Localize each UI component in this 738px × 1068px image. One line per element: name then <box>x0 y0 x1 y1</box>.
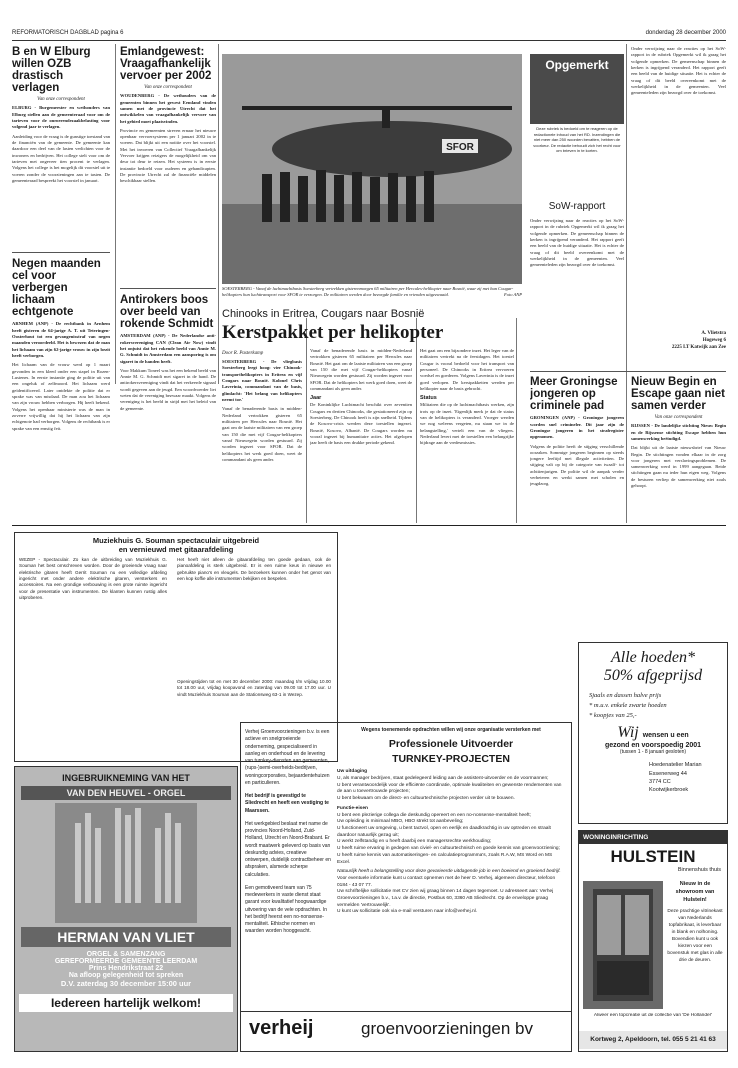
article-byline: Van onze correspondent <box>144 85 192 91</box>
article-byline: Van onze correspondent <box>37 97 85 103</box>
hoeden-address <box>649 761 727 794</box>
article-title: Negen maanden cel voor verbergen lichaam echtgenote <box>12 258 101 319</box>
photo-credit: Foto ANP <box>503 292 522 298</box>
opgemerkt-title: Opgemerkt <box>545 58 609 72</box>
article-vraagafhankelijk-vervoer <box>120 46 216 281</box>
organ-welcome: Iedereen hartelijk welkom! <box>19 994 233 1012</box>
article-lead: WOUDENBERG - De wethouders van de gemeenten binnen het gewest Eemland vinden samen met de provincie Utrecht dat het ontwikkelen van vraagafhankelijk vervoer van het gebied moet plaatsvinden. <box>120 93 216 124</box>
hulstein-collection: Alweer een topcreatie uit de collectie van 'De Hollander' <box>593 1013 713 1018</box>
vacancy-title-1: Professionele Uitvoerder <box>388 738 514 750</box>
helicopter-marking: SFOR <box>446 142 474 153</box>
hulstein-new: Nieuw in de showroom van Hulstein! <box>675 881 715 903</box>
hoeden-wish <box>579 724 727 742</box>
hoeden-town: Kootwijkerbroek <box>649 787 689 793</box>
divider <box>120 288 216 289</box>
hoeden-note: Sjaals en dassen halve prijs <box>589 692 662 699</box>
main-lead: SOESTERBERG - De vliegbasis Soesterberg leegt hoog: vier Chinook-transporthelikopters in Eritrea en vijf Cougars naar Bosnië. Kolonel Chris Laverinia, commandant van de basis, glimlacht: 'Het belang van helikopters neemt toe.' <box>222 359 302 402</box>
section-divider <box>12 525 726 526</box>
main-title: Kerstpakket per helikopter <box>222 323 444 343</box>
organ-sub2: GEREFORMEERDE GEMEENTE LEERDAM <box>54 958 198 965</box>
hoeden-closed: (tussen 1 - 8 januari gesloten) <box>619 749 687 756</box>
vacancy-section-2: Functie-eisen <box>337 805 368 811</box>
organ-pipes-illustration <box>55 803 197 923</box>
column-rule <box>306 318 307 523</box>
hoeden-street: Essenerweg 44 <box>649 770 687 777</box>
column-rule <box>416 318 417 523</box>
main-text-4: Militairen die op de luchtmachtbasis werken, zijn trots op de inzet. 'Eigenlijk merk je dat de status van de helikopters is veranderd. Vroeger werden we nog weleens vergeten, nu staan we in de belangstelling,' vertelt een van de vliegers. Nederland levert met de toestellen een belangrijke bijdrage aan de vredesmissies. <box>420 402 514 446</box>
letter-signature <box>631 330 726 360</box>
hoeden-title: Alle hoeden* <box>611 649 695 666</box>
muziek-text-2: Het heeft niet alleen de gitaarafdeling ten goede gedaan, ook de pianoafdeling is sterk uitgebreid. Er is een ruime keus in nieuwe en gebruikte piano's en vleugels. De bezoekers kunnen onder het genot van een kop koffie alle instrumenten bekijken en bespelen. <box>177 557 331 581</box>
column-rule <box>516 318 517 523</box>
vacancy-item: Uw opleiding is minimaal MBO, HBO strekt tot aanbeveling; <box>337 819 464 825</box>
vacancy-closing-2: Voor eventuele informatie kunt u contact opnemen met de heer D. Verhej, algemeen directeur, telefoon 0184 - 43 07 77. <box>337 875 556 888</box>
vacancy-item: U, als manager bedrijven, staat gedelegeerd leiding aan de assistent-uitvoerder en de voormannen; <box>337 776 549 782</box>
page-header <box>12 26 726 41</box>
organ-sub1: ORGEL & SAMENZANG <box>86 951 166 958</box>
article-title: B en W Elburg willen OZB drastisch verlagen <box>12 46 91 95</box>
hoeden-wish-1: wensen u een <box>642 732 689 740</box>
vacancy-title-2: TURNKEY-PROJECTEN <box>392 752 510 765</box>
hulstein-description: Deze prachtige vitrinekast van Nederlands topfabrikaat, is leverbaar in blank en nolhoning. Bovendien kunt u ook kiezen voor een bovenstuk met glas in alle drie de deuren. <box>667 908 723 963</box>
hoeden-zip: 3774 CC <box>649 778 671 785</box>
main-kicker: Chinooks in Eritrea, Cougars naar Bosnië <box>222 309 425 320</box>
article-body: Aanleiding voor de vraag is de gunstige toestand van de financiën van de gemeente. De gemeente kan daardoor een deel van de lasten verlichten voor de inwoners en bedrijven. Het college stelt voor om de tarieven met ongeveer tien procent te verlagen. Volgens het college is het mogelijk dit voorstel uit te voeren zonder de voorzieningen aan te tasten. De gemeenteraad bespreekt het voorstel in januari. <box>12 133 110 183</box>
organ-date: D.V. zaterdag 30 december 15:00 uur <box>60 979 192 988</box>
hoeden-note: * koopjes van 25,- <box>589 711 637 719</box>
main-col-3 <box>420 348 514 518</box>
vacancy-section-1: Uw uitdaging <box>337 769 368 775</box>
vacancy-closing-4: U kunt uw sollicitatie ook via e-mail versturen naar info@verhej.nl. <box>337 909 478 915</box>
vacancy-closing-1: Natuurlijk heeft u belangstelling voor deze gevarieerde uitdagende job in een boeiend en groeiend bedrijf. <box>337 869 561 875</box>
hoeden-discount: 50% afgeprijsd <box>603 667 703 684</box>
article-title: Nieuw Begin en Escape gaan niet samen verder <box>631 376 725 413</box>
hoeden-shop: Hoedenatelier Marian <box>649 762 702 769</box>
signature-address: Hogeweg 6 <box>702 338 726 343</box>
article-lead: ELBURG - Burgemeester en wethouders van Elburg stellen aan de gemeenteraad voor om de tarieven voor de onroerendezaakbelasting voor volgend jaar te verlagen. <box>12 105 110 130</box>
column-rule <box>626 44 627 384</box>
verhej-region: Het werkgebied beslaat met name de provincies Noord-Holland, Zuid-Holland, Utrecht en Noord-Brabant. Er wordt maatwerk geleverd op basis van deskundig advies, creatieve ontwerpen, duidelijk contractbeheer en afspraken, alsmede scherpe calculaties. <box>245 820 331 878</box>
main-byline: Door R. Pasterkamp <box>222 351 264 356</box>
article-lead: AMSTERDAM (ANP) - De Nederlandse anti-rokersvereniging CAN (Clean Air Now) vindt het onjuist dat het rokende beeld van Annie M. G. Schmidt in Amsterdam een aansporing is om sigaret in de handen heeft. <box>120 333 216 364</box>
article-ozb-elburg <box>12 46 110 251</box>
sow-letter-continued: Onder verwijzing naar de reacties op het SoW-rapport in de rubriek Opgemerkt wil ik graag het volgende opmerken. De gemeenschap binnen de kerken is ingrijpend veranderd. Het rapport geeft een beeld van de huidige situatie. Het is echter de vraag of dit beeld overeenkomt met de werkelijkheid in de gemeenten. Veel gemeenteleden zijn bezorgd over de toekomst. <box>631 46 726 96</box>
opgemerkt-box <box>530 54 624 124</box>
divider <box>530 371 726 372</box>
column-rule <box>626 376 627 523</box>
article-body: Dat blijkt uit de laatste nieuwsbrief van Nieuw Begin. De stichtingen vonden elkaar in de zorg voor jongeren met verslavingsproblemen. De samenwerking werd in 1999 aangegaan. Beide stichtingen gaan nu ieder hun eigen weg. Volgens de besturen verliep de samenwerking niet zoals gehoopt. <box>631 445 726 489</box>
organ-title: VAN DEN HEUVEL - ORGEL <box>21 786 231 800</box>
caption-text: SOESTERBERG - Vanaf de luchtmachtbasis Soesterberg vertrekken gisterenmorgen 65 militairen per Hercules-helikopter naar Bosnië, waar zij met hun Cougar-helikopters hun luchttransport voor SFOR te verzorgen. De militairen werden door bezorgde familie en vrienden uitgezwaaid. <box>222 286 514 298</box>
main-subhead-2: Status <box>420 395 437 402</box>
article-body: Het lichaam van de vrouw werd op 1 maart gevonden in een kleed onder een stapel in Rozen-Lustenes. In eerste instantie ging de politie uit van een ongeluk of zelfmoord. Het lichaam werd geïdentificeerd. Later ontdekte de politie dat er sprake was van misdaad. De man zou het lichaam van zijn vrouw hebben verborgen. Hij heeft bekend. Volgens het openbaar ministerie was de man in zoverre vrijwillig dat hij het lichaam van zijn echtgenote had verborgen. Volgens de rechtbank is er sprake van een ernstig feit. <box>12 362 110 431</box>
vacancy-item: U bent een plezierige collega die deskundig opereert en een no-nonsense-mentaliteit heeft; <box>337 812 531 818</box>
article-body: Voor Makkum Toneel was het een bekend beeld van Annie M. G. Schmidt met sigaret in de hand. De antirokersvereniging vindt dat het verkeerde signaal wordt gegeven aan de jeugd. Een woordvoerder liet weten dat de vereniging bezwaar maakt. Volgens de vereniging is het beeld in strijd met het beleid van de gemeente. <box>120 367 216 411</box>
opgemerkt-intro: Deze rubriek is bedoeld om te reageren op de redactionele inhoud van het RD. Inzendingen die niet meer dan 250 woorden bevatten, hebben de voorkeur. De redactie behoudt zich het recht voor om brieven in te korten. <box>533 126 621 154</box>
vacancy-item: U werkt zelfstandig en u heeft daarbij een managersrechte werkhouding; <box>337 839 492 845</box>
vacancy-header: Wegens toenemende opdrachten willen wij onze organisatie versterken met <box>361 727 541 733</box>
muziek-title: Muziekhuis G. Souman spectaculair uitgebreid <box>92 536 260 545</box>
column-rule <box>218 44 219 384</box>
ad-hulstein <box>578 830 728 1052</box>
header-left: REFORMATORISCH DAGBLAD pagina 6 <box>12 30 124 36</box>
cabinet-photo <box>583 881 663 1009</box>
column-rule <box>115 44 116 384</box>
newspaper-page <box>12 26 726 1058</box>
main-text-1b: Vanaf de benaderende basis in midden-Nederland vertrokken gisteren 65 militairen per Hercules naar Bosnië. Het gaat om de laatste militairen van een groep van 150 die met vijf Cougar-helikopters vanaf Nieuwegein worden gestuurd. Zij worden ingezet voor SFOR. Dat de helikopters het werk goed doen, weet de commandant als geen ander. <box>310 348 412 391</box>
divider <box>12 252 110 253</box>
main-col-1 <box>222 348 302 518</box>
main-text-3: Het gaat om een bijzondere inzet. Het leger van de militairen vertrekt na de feestdagen. Het toestel Cougar is vooral bedoeld voor het transport van personeel. De Chinooks in Eritrea vervoeren voedsel en goederen. Volgens Laverinia is de inzet goed verlopen. De kerstpakketten werden per helikopter naar de basis gebracht. <box>420 348 514 391</box>
helicopter-illustration <box>222 54 522 284</box>
article-byline: Van onze correspondent <box>654 415 703 421</box>
main-text-2: De Koninklijke Luchtmacht beschikt over zeventien Cougars en dertien Chinooks, die gestationeerd zijn op Soesterberg. De Chinook heeft is zijn snelheid. Tijdens de Kosovo-crisis werden deze toestellen ingezet. Bosnië, Kosovo, Albanië. De Cougars worden nu vooral ingezet bij humanitaire acties. Het afgelopen jaar heeft de basis een drukke periode gekend. <box>310 402 412 446</box>
photo-caption <box>222 286 522 306</box>
sow-title-wrap <box>530 202 624 216</box>
muziek-text-1: WEZEP - Spectaculair. Zo kan de uitbreiding van Muziekhuis G. Souman het best omschreven worden. Door de groeiende vraag naar elektrische gitaren heeft Gerrit Souman nu een volledige afdeling ingericht met onder andere elektrische gitaren, versterkers en accessoires. Na een grondige verbouwing is een grote ruimte ingericht voor de presentatie van instrumenten. De klanten kunnen rustig alles uitproberen. <box>19 557 167 600</box>
hulstein-sub: Binnenshuis thuis <box>677 867 721 873</box>
article-title: Antirokers boos over beeld van rokende Schmidt <box>120 294 214 331</box>
article-groningse-jongeren <box>530 376 624 521</box>
header-right: donderdag 28 december 2000 <box>645 30 726 36</box>
verhej-intro: Verhej Groenvoorzieningen b.v. is een actieve en snelgroeiende onderneming, gespecialiseerd in aanleg en onderhoud en de levering van turnkey-diensten aan gemeenten, (rups-)semi-overheids-bedrijven, woningcorporaties, bejaardentehuizen en particulieren. <box>245 729 330 786</box>
vacancy-item: U bent verantwoordelijk voor de efficiënte coördinatie, optimale kwaliteiten en gewenste rendementen van de aan u toevertrouwde projecten; <box>337 782 562 795</box>
main-col-2 <box>310 348 412 518</box>
helicopter-photo <box>222 54 522 284</box>
signature-name: A. Vlietstra <box>701 331 726 336</box>
article-nieuw-begin <box>631 376 726 521</box>
verhej-logo-sub: groenvoorzieningen bv <box>361 1019 534 1038</box>
signature-city: 2225 LT Katwijk aan Zee <box>671 345 726 350</box>
main-title-wrap <box>222 323 522 345</box>
article-lead: RIJSSEN - De landelijke stichting Nieuw Begin en de Rijssense stichting Escape hebben hun samenwerking beëindigd. <box>631 423 726 441</box>
hoeden-wij: Wij <box>617 724 639 742</box>
article-body: Volgens de politie heeft de stijging verschillende oorzaken. Sommige jongeren beginnen op steeds jongere leeftijd met illegale activiteiten. De stijging valt op bij de categorie van twaalf- tot achttienjarigen. De politie wil de aanpak verder verbeteren en werkt samen met scholen en jeugdzorg. <box>530 443 624 487</box>
hulstein-name: HULSTEIN <box>610 847 696 866</box>
organist-name: HERMAN VAN VLIET <box>21 927 231 947</box>
vacancy-item: U functioneert uw omgeving, u bent tactvol, open en eerlijk en daadkrachtig in uw optreden en straalt daardoor natuurlijk gezag uit; <box>337 826 551 838</box>
vacancy-item: U bent bekwaam om de direct- en cultuurtechnische projecten verder uit te bouwen. <box>337 796 515 802</box>
sow-title: SoW-rapport <box>548 202 606 212</box>
hulstein-address: Kortweg 2, Apeldoorn, tel. 055 5 21 41 63 <box>579 1031 727 1049</box>
article-antirokers <box>120 294 216 516</box>
article-lead: ARNHEM (ANP) - De rechtbank in Arnhem heeft gisteren de 64-jarige A. T. uit Teteringen-Oosterhout tot een gevangenisstraf van negen maanden veroordeeld. Het is bewezen dat de man het lichaam van zijn 62-jarige vrouw in zijn bezit heeft verborgen. <box>12 321 110 358</box>
verhej-logo: verheij <box>249 1017 314 1039</box>
verhej-vacancy <box>337 727 565 1003</box>
divider <box>241 1011 571 1012</box>
hoeden-wish-2: gezond en voorspoedig 2001 <box>604 742 702 750</box>
article-negen-maanden <box>12 258 110 516</box>
article-title: Emlandgewest: Vraagafhankelijk vervoer per 2002 <box>120 46 212 83</box>
vacancy-item: U heeft ruime ervaring in gedegen van civiel- en cultuurtechnisch en goede kennis van groenvoorziening; <box>337 846 560 852</box>
muziek-hours: Openingstijden tot en met 30 december 2000: maandag t/m vrijdag 10.00 tot 18.00 uur, vrijdag koopavond en zaterdag van 09.00 tot 17.00 uur. U vindt Muziekhuis Souman aan de Stationsweg 63-1 in Wezep. <box>177 679 331 697</box>
organ-photo <box>55 803 197 923</box>
vacancy-closing-3: Uw schriftelijke sollicitatie met CV zien wij graag binnen 14 dagen tegemoet. U adresseert aan: Verhej Groenvoorzieningen b.v., t.a.v. de directie, Postbus 60, 3360 AB Sliedrecht. Op de enveloppe graag vermelden 'vertrouwelijk'. <box>337 889 554 908</box>
organ-sub4: Na afloop gelegenheid tot spreken <box>68 972 184 979</box>
ad-organ <box>14 766 238 1052</box>
organ-top: INGEBRUIKNEMING VAN HET <box>62 773 190 783</box>
sow-letter: Onder verwijzing naar de reacties op het SoW-rapport in de rubriek Opgemerkt wil ik graag het volgende opmerken. De gemeenschap binnen de kerken is ingrijpend veranderd. Het rapport geeft een beeld van de huidige situatie. Het is echter de vraag of dit beeld overeenkomt met de werkelijkheid in de gemeenten. Veel gemeenteleden zijn bezorgd over de toekomst. <box>530 218 624 268</box>
article-title: Meer Groningse jongeren op criminele pad <box>530 376 618 413</box>
article-body: Provincie en gemeenten streven ernaar het nieuwe openbaar vervoersysteem per 1 januari 2002 in te voeren. Dat blijkt uit een notitie over het voorstel. Met het invoeren van Collectief Vraagafhankelijk Vervoer krijgen reizigers de mogelijkheid om van deur tot deur te reizen. Het systeem is in eerste instantie bedoeld voor ouderen en gehandicapten. De provincie Utrecht zal de financiële middelen beschikbaar stellen. <box>120 127 216 184</box>
hulstein-text <box>667 881 723 1009</box>
main-subhead-1: Jaar <box>310 395 322 402</box>
hulstein-top: WONINGINRICHTING <box>579 831 727 844</box>
verhej-left-column <box>245 729 331 999</box>
vacancy-item: U heeft ruime kennis van automatiseringen- en calculatieprogramma's, zoals R.A.W, MS Word en MS Excel. <box>337 852 553 865</box>
ad-verhej <box>240 722 572 1052</box>
muziek-subtitle: en vernieuwd met gitaarafdeling <box>118 545 234 554</box>
hoeden-note: * m.u.v. enkele zwarte hoeden <box>589 701 667 709</box>
hoeden-notes <box>589 691 727 720</box>
ad-hoeden <box>578 642 728 824</box>
verhej-team: Een gemotiveerd team van 75 medewerkers in vaste dienst staat garant voor kwalitatief hoogwaardige uitvoering van de vele opdrachten. In het bedrijf heerst een no-nonsense-mentaliteit. Ethische normen en waarden worden hooggeacht. <box>245 884 327 935</box>
organ-sub3: Prins Hendrikstraat 22 <box>88 965 164 972</box>
article-lead: GRONINGEN (ANP) - Groningse jongeren worden snel crimineler. Dit jaar zijn de Groningse jongeren in het strafregister opgenomen. <box>530 415 624 440</box>
cabinet-illustration <box>583 881 663 1009</box>
verhej-location: Het bedrijf is gevestigd te Sliedrecht en heeft een vestiging te Maarssen. <box>245 793 329 814</box>
main-text-1: Vanaf de benaderende basis in midden-Nederland vertrokken gisteren 65 militairen per Hercules naar Bosnië. Het gaat om de laatste militairen van een groep van 150 die met vijf Cougar-helikopters vanaf Nieuwegein worden gestuurd. Zij worden ingezet voor SFOR. Dat de helikopters het werk goed doen, weet de commandant als geen ander. <box>222 406 302 462</box>
main-kicker-wrap <box>222 309 522 321</box>
